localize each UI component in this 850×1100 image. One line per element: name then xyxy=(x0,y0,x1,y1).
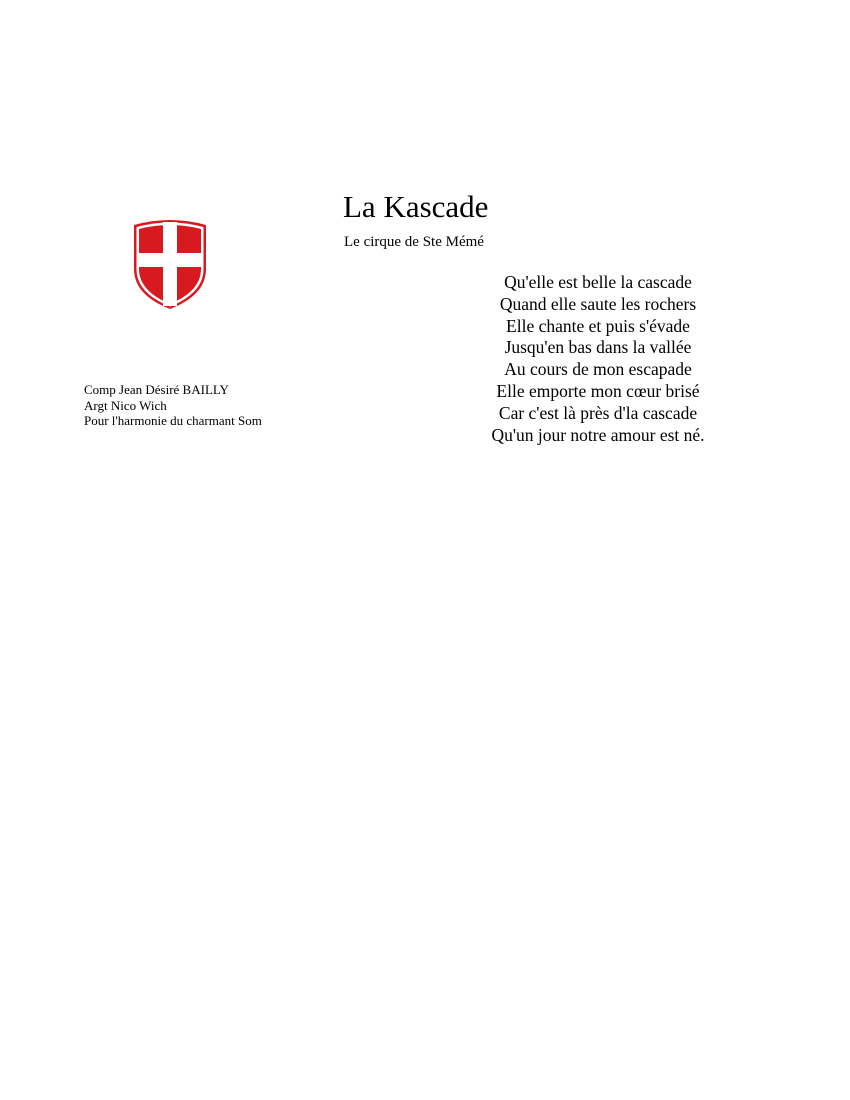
lyric-line: Car c'est là près d'la cascade xyxy=(498,402,698,423)
lyric-line: Elle emporte mon cœur brisé xyxy=(496,380,700,401)
dedication-credit: Pour l'harmonie du charmant Som xyxy=(84,413,262,428)
lyric-line: Jusqu'en bas dans la vallée xyxy=(504,337,692,358)
lyric-line: Elle chante et puis s'évade xyxy=(506,315,690,336)
credits-block xyxy=(84,382,262,429)
lyric-line: Au cours de mon escapade xyxy=(504,359,692,380)
composer-credit: Comp Jean Désiré BAILLY xyxy=(84,382,229,397)
lyric-line: Qu'elle est belle la cascade xyxy=(504,272,692,292)
lyric-line: Qu'un jour notre amour est né. xyxy=(491,424,705,445)
lyric-line: Quand elle saute les rochers xyxy=(499,293,697,314)
lyrics-block xyxy=(470,272,726,446)
page-title: La Kascade xyxy=(343,189,489,224)
arranger-credit: Argt Nico Wich xyxy=(84,397,167,413)
page-subtitle: Le cirque de Ste Mémé xyxy=(344,234,484,250)
savoy-cross-shield-icon xyxy=(131,217,209,311)
